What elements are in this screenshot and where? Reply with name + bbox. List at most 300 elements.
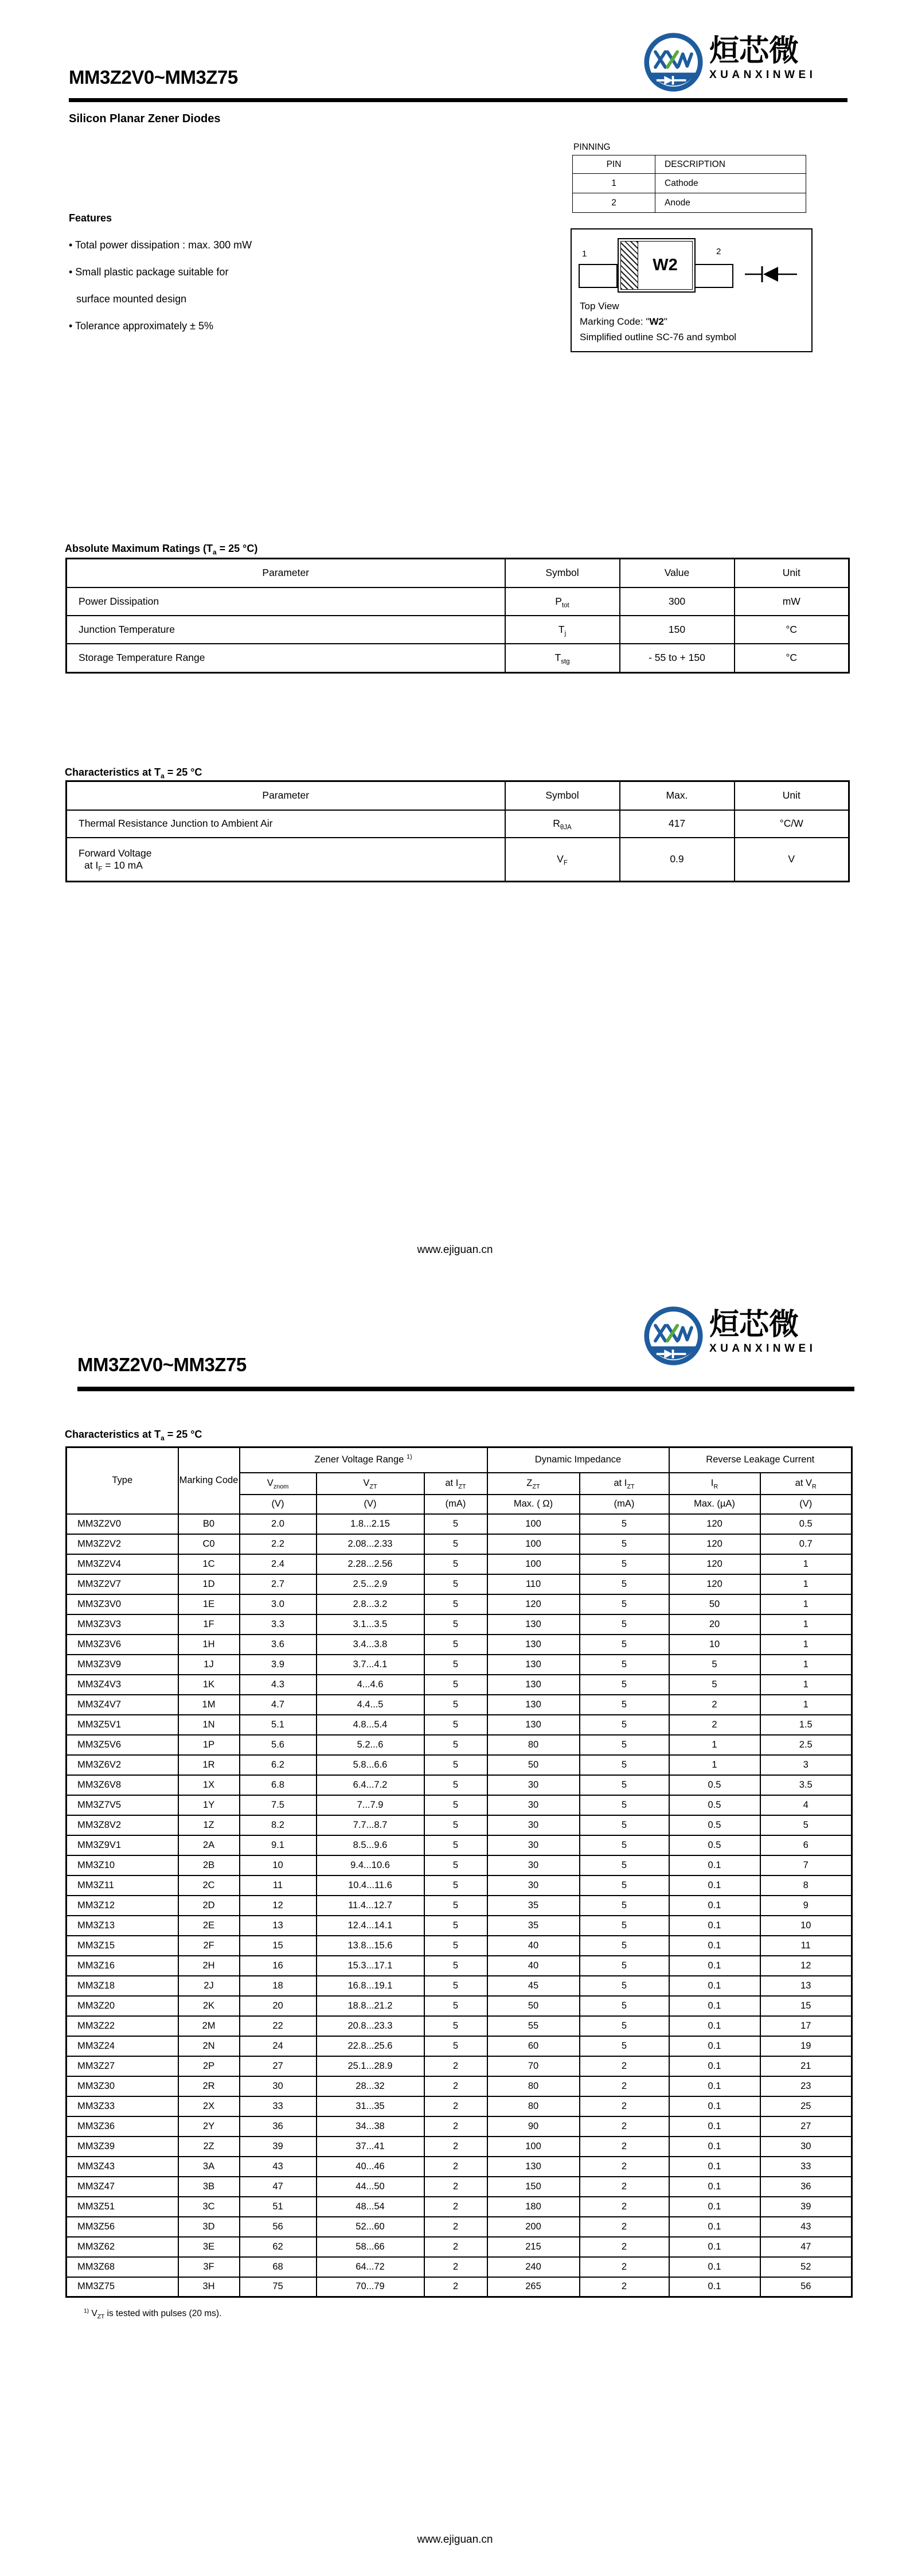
cell: 1 bbox=[573, 174, 655, 193]
cell-ir: 10 bbox=[669, 1635, 760, 1655]
cell-at-izt: 5 bbox=[424, 1896, 487, 1916]
logo-mark-icon bbox=[643, 32, 704, 92]
cell-at-izt: 2 bbox=[424, 2137, 487, 2157]
cell-at-izt: 5 bbox=[580, 1956, 669, 1976]
cell-vzt: 22.8...25.6 bbox=[317, 2036, 424, 2056]
cell-type: MM3Z30 bbox=[67, 2076, 178, 2096]
page-title: MM3Z2V0~MM3Z75 bbox=[77, 1354, 247, 1375]
cell-at-izt: 5 bbox=[580, 1755, 669, 1775]
cell-vznom: 33 bbox=[240, 2096, 317, 2116]
table-row bbox=[67, 2217, 852, 2237]
cell-zzt: 265 bbox=[487, 2277, 580, 2297]
cell-marking-code: 2D bbox=[178, 1896, 240, 1916]
cell-at-vr: 12 bbox=[760, 1956, 852, 1976]
cell-vzt: 28...32 bbox=[317, 2076, 424, 2096]
table-row bbox=[67, 2116, 852, 2137]
table-row bbox=[67, 587, 849, 616]
cell-ir: 0.1 bbox=[669, 2096, 760, 2116]
cell-marking-code: 1D bbox=[178, 1574, 240, 1594]
cell-marking-code: 2E bbox=[178, 1916, 240, 1936]
cell-zzt: 50 bbox=[487, 1996, 580, 2016]
cell-marking-code: 3H bbox=[178, 2277, 240, 2297]
cell-at-vr: 13 bbox=[760, 1976, 852, 1996]
cell-at-izt: 5 bbox=[424, 1996, 487, 2016]
table-row bbox=[67, 1514, 852, 1534]
cell-ir: 2 bbox=[669, 1695, 760, 1715]
feature-item: • Total power dissipation : max. 300 mW bbox=[69, 239, 252, 251]
cell-at-izt: 5 bbox=[424, 1735, 487, 1755]
cell-type: MM3Z56 bbox=[67, 2217, 178, 2237]
group-header-zener-voltage-range: Zener Voltage Range $^{1)}$ bbox=[240, 1447, 487, 1473]
pinning-heading: PINNING bbox=[573, 142, 611, 152]
company-logo bbox=[643, 1306, 816, 1366]
pin1-number: 1 bbox=[582, 249, 587, 259]
cell-vzt: 7...7.9 bbox=[317, 1795, 424, 1815]
table-row bbox=[67, 2257, 852, 2277]
cell-at-izt: 5 bbox=[424, 1675, 487, 1695]
cell-zzt: 130 bbox=[487, 1635, 580, 1655]
cell-vznom: 6.2 bbox=[240, 1755, 317, 1775]
cell-ir: 0.1 bbox=[669, 1936, 760, 1956]
cell-vznom: 39 bbox=[240, 2137, 317, 2157]
cell-zzt: 60 bbox=[487, 2036, 580, 2056]
cell-type: MM3Z22 bbox=[67, 2016, 178, 2036]
cell-at-vr: 21 bbox=[760, 2056, 852, 2076]
cell-at-izt: 2 bbox=[580, 2157, 669, 2177]
logo-en-text: XUANXINWEI bbox=[709, 1342, 817, 1355]
cell-marking-code: 2M bbox=[178, 2016, 240, 2036]
cell-type: MM3Z7V5 bbox=[67, 1795, 178, 1815]
cell-marking-code: 3E bbox=[178, 2237, 240, 2257]
col-header-unit: Unit bbox=[735, 559, 849, 587]
cell-vznom: 4.7 bbox=[240, 1695, 317, 1715]
cell-zzt: 30 bbox=[487, 1775, 580, 1795]
cell-vznom: 4.3 bbox=[240, 1675, 317, 1695]
cell-marking-code: 2H bbox=[178, 1956, 240, 1976]
cell-at-izt: 2 bbox=[580, 2177, 669, 2197]
cell-vznom: 11 bbox=[240, 1875, 317, 1896]
cell: V bbox=[735, 838, 849, 882]
cell-type: MM3Z11 bbox=[67, 1875, 178, 1896]
cell-marking-code: 1Z bbox=[178, 1815, 240, 1835]
cell-marking-code: 1Y bbox=[178, 1795, 240, 1815]
cell-at-izt: 5 bbox=[580, 1855, 669, 1875]
cell-zzt: 130 bbox=[487, 2157, 580, 2177]
table-row bbox=[67, 2237, 852, 2257]
cell-zzt: 100 bbox=[487, 1534, 580, 1554]
cell-zzt: 80 bbox=[487, 2096, 580, 2116]
header-rule bbox=[77, 1387, 854, 1391]
cell-at-izt: 5 bbox=[580, 1936, 669, 1956]
table-row bbox=[67, 2277, 852, 2297]
cell-vznom: 68 bbox=[240, 2257, 317, 2277]
cell: °C bbox=[735, 616, 849, 644]
cell-marking-code: 1X bbox=[178, 1775, 240, 1795]
table-row bbox=[67, 1554, 852, 1574]
cell-ir: 0.1 bbox=[669, 2237, 760, 2257]
cell-type: MM3Z36 bbox=[67, 2116, 178, 2137]
cell-at-vr: 0.7 bbox=[760, 1534, 852, 1554]
cell-vzt: 37...41 bbox=[317, 2137, 424, 2157]
cell-vznom: 12 bbox=[240, 1896, 317, 1916]
cell-at-vr: 3.5 bbox=[760, 1775, 852, 1795]
cell-at-izt: 5 bbox=[424, 1755, 487, 1775]
cell-vznom: 2.0 bbox=[240, 1514, 317, 1534]
cell-zzt: 130 bbox=[487, 1655, 580, 1675]
cell-at-izt: 5 bbox=[580, 1976, 669, 1996]
cell-zzt: 100 bbox=[487, 1514, 580, 1534]
col-header-type: Type bbox=[67, 1447, 178, 1514]
cell-at-izt: 2 bbox=[580, 2257, 669, 2277]
cell: $P_{tot}$ bbox=[505, 587, 620, 616]
table-row bbox=[67, 1815, 852, 1835]
cell-type: MM3Z3V9 bbox=[67, 1655, 178, 1675]
cell: 417 bbox=[620, 810, 735, 838]
cell: 2 bbox=[573, 193, 655, 213]
cell-vznom: 75 bbox=[240, 2277, 317, 2297]
cell-zzt: 100 bbox=[487, 1554, 580, 1574]
cell-zzt: 130 bbox=[487, 1614, 580, 1635]
cell-at-vr: 17 bbox=[760, 2016, 852, 2036]
table-row bbox=[67, 1976, 852, 1996]
cell-ir: 0.1 bbox=[669, 2016, 760, 2036]
cell-at-izt: 5 bbox=[424, 1574, 487, 1594]
cell-at-izt: 5 bbox=[424, 1614, 487, 1635]
cell-ir: 0.1 bbox=[669, 2197, 760, 2217]
cell-at-izt: 5 bbox=[580, 1614, 669, 1635]
cell-at-izt: 5 bbox=[580, 1635, 669, 1655]
cell-marking-code: 2C bbox=[178, 1875, 240, 1896]
table-row bbox=[67, 838, 849, 882]
col-header-parameter: Parameter bbox=[67, 781, 505, 810]
cell-vznom: 10 bbox=[240, 1855, 317, 1875]
cell-at-vr: 0.5 bbox=[760, 1514, 852, 1534]
subtitle: Silicon Planar Zener Diodes bbox=[69, 112, 221, 125]
cell-at-vr: 1 bbox=[760, 1574, 852, 1594]
cell-vznom: 22 bbox=[240, 2016, 317, 2036]
table-row bbox=[67, 1936, 852, 1956]
cell-at-vr: 7 bbox=[760, 1855, 852, 1875]
cell-type: MM3Z39 bbox=[67, 2137, 178, 2157]
cell-at-izt: 5 bbox=[424, 1635, 487, 1655]
col-header-at-izt: at $I_{ZT}$ bbox=[580, 1473, 669, 1495]
cell-at-izt: 5 bbox=[424, 1594, 487, 1614]
cell-vzt: 3.1...3.5 bbox=[317, 1614, 424, 1635]
feature-item: • Tolerance approximately ± 5% bbox=[69, 320, 213, 332]
cell-at-izt: 5 bbox=[424, 1815, 487, 1835]
cell-vznom: 2.7 bbox=[240, 1574, 317, 1594]
cell-type: MM3Z2V0 bbox=[67, 1514, 178, 1534]
cell-vznom: 62 bbox=[240, 2237, 317, 2257]
cell-ir: 0.1 bbox=[669, 2116, 760, 2137]
cell-vzt: 13.8...15.6 bbox=[317, 1936, 424, 1956]
cell-marking-code: 2Z bbox=[178, 2137, 240, 2157]
group-header-dynamic-impedance: Dynamic Impedance bbox=[487, 1447, 669, 1473]
cell-marking-code: 2A bbox=[178, 1835, 240, 1855]
col-header-vzt: $V_{ZT}$ bbox=[317, 1473, 424, 1495]
cell-vzt: 2.8...3.2 bbox=[317, 1594, 424, 1614]
col-header-max: Max. bbox=[620, 781, 735, 810]
cell-marking-code: 2Y bbox=[178, 2116, 240, 2137]
cell-vznom: 7.5 bbox=[240, 1795, 317, 1815]
features-heading: Features bbox=[69, 212, 112, 224]
cell: 300 bbox=[620, 587, 735, 616]
table-row bbox=[67, 1956, 852, 1976]
cell-vznom: 24 bbox=[240, 2036, 317, 2056]
table-row bbox=[67, 1715, 852, 1735]
cell-ir: 120 bbox=[669, 1534, 760, 1554]
cell-vzt: 2.08...2.33 bbox=[317, 1534, 424, 1554]
cell-vznom: 3.3 bbox=[240, 1614, 317, 1635]
table-row bbox=[67, 2096, 852, 2116]
zener-table-body bbox=[67, 1514, 852, 2297]
cell-at-izt: 5 bbox=[580, 1514, 669, 1534]
cell-at-vr: 11 bbox=[760, 1936, 852, 1956]
cell-ir: 20 bbox=[669, 1614, 760, 1635]
table-row bbox=[67, 1775, 852, 1795]
cell-zzt: 45 bbox=[487, 1976, 580, 1996]
header-rule bbox=[69, 98, 847, 102]
cell-zzt: 80 bbox=[487, 2076, 580, 2096]
cell-ir: 0.1 bbox=[669, 2177, 760, 2197]
cell-ir: 0.1 bbox=[669, 1855, 760, 1875]
cell-vzt: 70...79 bbox=[317, 2277, 424, 2297]
cell-zzt: 130 bbox=[487, 1695, 580, 1715]
cell-vzt: 20.8...23.3 bbox=[317, 2016, 424, 2036]
cell-marking-code: 3F bbox=[178, 2257, 240, 2277]
cell-at-izt: 2 bbox=[580, 2237, 669, 2257]
cell-at-vr: 1 bbox=[760, 1614, 852, 1635]
cell-marking-code: 1E bbox=[178, 1594, 240, 1614]
col-header-ir: $I_R$ bbox=[669, 1473, 760, 1495]
cell-vznom: 56 bbox=[240, 2217, 317, 2237]
cell-at-izt: 5 bbox=[580, 1896, 669, 1916]
cell-vzt: 48...54 bbox=[317, 2197, 424, 2217]
cell-vzt: 15.3...17.1 bbox=[317, 1956, 424, 1976]
pin1-lead bbox=[579, 264, 618, 288]
caption-outline: Simplified outline SC-76 and symbol bbox=[580, 332, 737, 343]
cell-vznom: 3.0 bbox=[240, 1594, 317, 1614]
cell-marking-code: 2R bbox=[178, 2076, 240, 2096]
cell-ir: 2 bbox=[669, 1715, 760, 1735]
cell: °C bbox=[735, 644, 849, 673]
table-row bbox=[573, 193, 806, 213]
cell-vzt: 4.4...5 bbox=[317, 1695, 424, 1715]
cell-vznom: 27 bbox=[240, 2056, 317, 2076]
col-header-vznom: $V_{znom}$ bbox=[240, 1473, 317, 1495]
cell-vzt: 3.4...3.8 bbox=[317, 1635, 424, 1655]
cell-ir: 5 bbox=[669, 1675, 760, 1695]
cell: 0.9 bbox=[620, 838, 735, 882]
table-row bbox=[573, 174, 806, 193]
cell: Cathode bbox=[655, 174, 806, 193]
cell-type: MM3Z62 bbox=[67, 2237, 178, 2257]
cell-zzt: 55 bbox=[487, 2016, 580, 2036]
cell-vznom: 8.2 bbox=[240, 1815, 317, 1835]
caption-marking-code: Marking Code: "W2" bbox=[580, 316, 667, 327]
cell-zzt: 30 bbox=[487, 1815, 580, 1835]
cell-ir: 0.1 bbox=[669, 2076, 760, 2096]
cell-ir: 0.5 bbox=[669, 1775, 760, 1795]
cell: $T_{stg}$ bbox=[505, 644, 620, 673]
cell-zzt: 90 bbox=[487, 2116, 580, 2137]
cell-ir: 0.1 bbox=[669, 2257, 760, 2277]
cell-type: MM3Z33 bbox=[67, 2096, 178, 2116]
table-row bbox=[67, 1675, 852, 1695]
feature-item: • Small plastic package suitable for bbox=[69, 266, 229, 278]
amr-table bbox=[65, 558, 850, 674]
logo-cn-text: 烜芯微 bbox=[709, 34, 799, 68]
cell-at-izt: 5 bbox=[424, 1835, 487, 1855]
cell-marking-code: 1F bbox=[178, 1614, 240, 1635]
cell-at-izt: 2 bbox=[424, 2277, 487, 2297]
cell-vzt: 11.4...12.7 bbox=[317, 1896, 424, 1916]
cell: Storage Temperature Range bbox=[67, 644, 505, 673]
col-header-at-izt: at $I_{ZT}$ bbox=[424, 1473, 487, 1495]
cell-marking-code: B0 bbox=[178, 1514, 240, 1534]
cell-at-vr: 1 bbox=[760, 1695, 852, 1715]
company-logo bbox=[643, 32, 816, 92]
cell-vzt: 8.5...9.6 bbox=[317, 1835, 424, 1855]
cell-at-vr: 19 bbox=[760, 2036, 852, 2056]
page2-footer-url: www.ejiguan.cn bbox=[417, 2534, 493, 2546]
cell-vzt: 64...72 bbox=[317, 2257, 424, 2277]
table-row bbox=[67, 644, 849, 673]
col-header-unit: Unit bbox=[735, 781, 849, 810]
cell-type: MM3Z51 bbox=[67, 2197, 178, 2217]
cell-at-vr: 1 bbox=[760, 1675, 852, 1695]
cell-vznom: 43 bbox=[240, 2157, 317, 2177]
cell-type: MM3Z8V2 bbox=[67, 1815, 178, 1835]
cell-ir: 0.1 bbox=[669, 1916, 760, 1936]
cell-ir: 1 bbox=[669, 1735, 760, 1755]
cell: Anode bbox=[655, 193, 806, 213]
cell-marking-code: 1N bbox=[178, 1715, 240, 1735]
cell-type: MM3Z5V1 bbox=[67, 1715, 178, 1735]
table-row bbox=[67, 1996, 852, 2016]
cell-at-izt: 5 bbox=[424, 1976, 487, 1996]
cell-at-vr: 2.5 bbox=[760, 1735, 852, 1755]
cell-at-izt: 5 bbox=[580, 2016, 669, 2036]
cell-ir: 120 bbox=[669, 1574, 760, 1594]
cell-ir: 5 bbox=[669, 1655, 760, 1675]
cell-at-izt: 2 bbox=[580, 2096, 669, 2116]
cell-marking-code: 3D bbox=[178, 2217, 240, 2237]
table-row bbox=[67, 1655, 852, 1675]
cell-vzt: 18.8...21.2 bbox=[317, 1996, 424, 2016]
cell-type: MM3Z75 bbox=[67, 2277, 178, 2297]
cell: - 55 to + 150 bbox=[620, 644, 735, 673]
cell-at-vr: 39 bbox=[760, 2197, 852, 2217]
cell-type: MM3Z16 bbox=[67, 1956, 178, 1976]
cell-marking-code: 1R bbox=[178, 1755, 240, 1775]
cell-vznom: 2.2 bbox=[240, 1534, 317, 1554]
cell-type: MM3Z18 bbox=[67, 1976, 178, 1996]
cell-vzt: 5.2...6 bbox=[317, 1735, 424, 1755]
cell-at-izt: 2 bbox=[424, 2177, 487, 2197]
cell-at-izt: 5 bbox=[580, 1594, 669, 1614]
cell-at-izt: 5 bbox=[424, 1695, 487, 1715]
cell-marking-code: 2B bbox=[178, 1855, 240, 1875]
cell-vzt: 4...4.6 bbox=[317, 1675, 424, 1695]
cell-at-izt: 5 bbox=[424, 2036, 487, 2056]
cell-ir: 50 bbox=[669, 1594, 760, 1614]
table-row bbox=[67, 1916, 852, 1936]
pin2-number: 2 bbox=[716, 247, 721, 256]
cell: Junction Temperature bbox=[67, 616, 505, 644]
cell-marking-code: 1C bbox=[178, 1554, 240, 1574]
cell-at-izt: 5 bbox=[424, 1795, 487, 1815]
cell-at-izt: 2 bbox=[424, 2257, 487, 2277]
cell-at-izt: 2 bbox=[580, 2217, 669, 2237]
cell-ir: 0.1 bbox=[669, 1996, 760, 2016]
cell-type: MM3Z10 bbox=[67, 1855, 178, 1875]
cell-at-vr: 47 bbox=[760, 2237, 852, 2257]
unit-header: (mA) bbox=[580, 1495, 669, 1514]
cell-at-izt: 2 bbox=[580, 2277, 669, 2297]
table-row bbox=[67, 2157, 852, 2177]
cell-at-izt: 5 bbox=[580, 1534, 669, 1554]
table-row bbox=[67, 1594, 852, 1614]
cell-vzt: 7.7...8.7 bbox=[317, 1815, 424, 1835]
cell-at-izt: 2 bbox=[424, 2056, 487, 2076]
cell-at-izt: 2 bbox=[424, 2197, 487, 2217]
cell-at-vr: 3 bbox=[760, 1755, 852, 1775]
table-row bbox=[67, 1635, 852, 1655]
cell-at-vr: 25 bbox=[760, 2096, 852, 2116]
cell-type: MM3Z47 bbox=[67, 2177, 178, 2197]
cell-zzt: 130 bbox=[487, 1715, 580, 1735]
cell-zzt: 40 bbox=[487, 1936, 580, 1956]
cell-type: MM3Z9V1 bbox=[67, 1835, 178, 1855]
table-row bbox=[67, 1614, 852, 1635]
logo-mark-icon bbox=[643, 1306, 704, 1366]
cell-ir: 120 bbox=[669, 1554, 760, 1574]
cell-zzt: 30 bbox=[487, 1795, 580, 1815]
cell-marking-code: 2N bbox=[178, 2036, 240, 2056]
cell-vznom: 3.9 bbox=[240, 1655, 317, 1675]
cell-zzt: 30 bbox=[487, 1855, 580, 1875]
cell-vzt: 58...66 bbox=[317, 2237, 424, 2257]
cell-at-izt: 5 bbox=[424, 2016, 487, 2036]
cell-vzt: 16.8...19.1 bbox=[317, 1976, 424, 1996]
cell-at-izt: 2 bbox=[580, 2116, 669, 2137]
cell-vznom: 5.6 bbox=[240, 1735, 317, 1755]
package-caption bbox=[580, 298, 736, 345]
cell-ir: 1 bbox=[669, 1755, 760, 1775]
zener-diode-symbol bbox=[744, 264, 799, 285]
cell-ir: 0.1 bbox=[669, 1896, 760, 1916]
cell-vzt: 40...46 bbox=[317, 2157, 424, 2177]
cell: $V_F$ bbox=[505, 838, 620, 882]
pin2-lead bbox=[694, 264, 733, 288]
cell-zzt: 100 bbox=[487, 2137, 580, 2157]
cell-vzt: 6.4...7.2 bbox=[317, 1775, 424, 1795]
cell-at-vr: 6 bbox=[760, 1835, 852, 1855]
cell-at-izt: 5 bbox=[424, 1936, 487, 1956]
col-header-marking-code: Marking Code bbox=[178, 1447, 240, 1514]
cell-vzt: 5.8...6.6 bbox=[317, 1755, 424, 1775]
cell-at-izt: 2 bbox=[424, 2096, 487, 2116]
cell-marking-code: 3B bbox=[178, 2177, 240, 2197]
cell: Power Dissipation bbox=[67, 587, 505, 616]
logo-cn-text: 烜芯微 bbox=[709, 1308, 799, 1341]
cell-marking-code: 1H bbox=[178, 1635, 240, 1655]
cell-at-vr: 1 bbox=[760, 1554, 852, 1574]
cell-zzt: 150 bbox=[487, 2177, 580, 2197]
unit-header: Max. ( Ω) bbox=[487, 1495, 580, 1514]
table-row bbox=[67, 2036, 852, 2056]
